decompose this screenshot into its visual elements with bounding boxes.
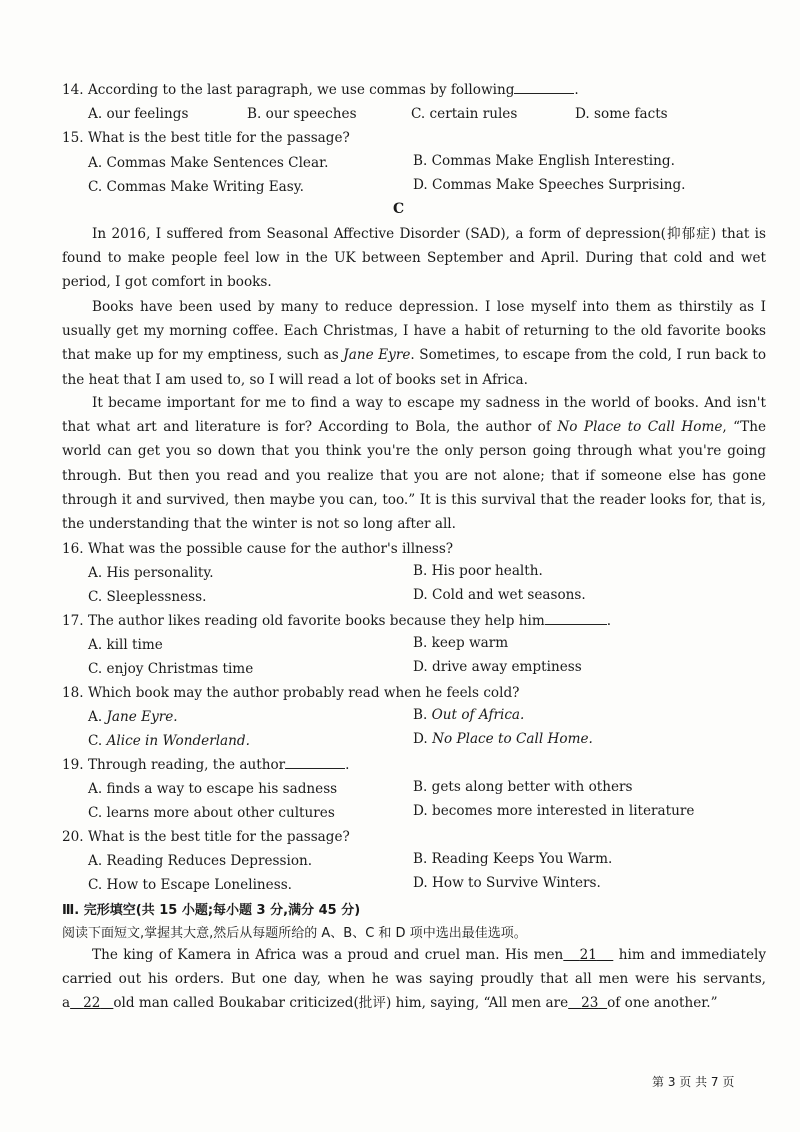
option-17d: D. drive away emptiness xyxy=(413,659,582,675)
section-3-instruction: 阅读下面短文,掌握其大意,然后从每题所给的 A、B、C 和 D 项中选出最佳选项。 xyxy=(62,926,527,941)
option-20a: A. Reading Reduces Depression. xyxy=(88,853,313,869)
paragraph-text: Books have been used by many to reduce depression. I lose myself into them as thirstily as I usually get my morning coffee. Each Christmas, I have a habit of returning to the old favorite books that make up for my emptiness, such as xyxy=(62,299,766,364)
option-15a: A. Commas Make Sentences Clear. xyxy=(88,155,329,171)
page-footer: 第 3 页 共 7 页 xyxy=(652,1075,735,1089)
option-18c xyxy=(88,732,250,750)
option-20b: B. Reading Keeps You Warm. xyxy=(413,851,613,867)
cloze-paragraph xyxy=(62,943,766,1016)
question-stem: According to the last paragraph, we use commas by following xyxy=(87,82,515,98)
option-18a xyxy=(88,708,178,726)
blank-number: 22 xyxy=(83,995,101,1012)
paragraph-text: of one another.” xyxy=(607,995,718,1012)
question-number: 17. xyxy=(62,613,84,629)
question-14 xyxy=(62,81,579,99)
question-18 xyxy=(62,684,519,702)
book-title: No Place to Call Home xyxy=(557,419,723,436)
question-number: 15. xyxy=(62,130,84,146)
option-16a: A. His personality. xyxy=(88,565,214,581)
option-17a: A. kill time xyxy=(88,637,163,653)
option-16b: B. His poor health. xyxy=(413,563,543,579)
paragraph-text: . Sometimes, to escape from the cold, I run back to the heat that I am used to, so I will read a lot of books set in Africa. xyxy=(62,347,766,388)
answer-blank xyxy=(514,93,574,94)
cloze-blank-22 xyxy=(70,995,113,1011)
book-title: No Place to Call Home. xyxy=(432,731,593,747)
question-stem: What was the possible cause for the author's illness? xyxy=(87,541,454,557)
option-20c: C. How to Escape Loneliness. xyxy=(88,877,292,893)
passage-paragraph-3 xyxy=(62,391,766,536)
option-15b: B. Commas Make English Interesting. xyxy=(413,153,675,169)
book-title: Jane Eyre. xyxy=(106,709,178,725)
question-15 xyxy=(62,129,350,147)
answer-blank xyxy=(545,624,607,625)
passage-paragraph-2 xyxy=(62,295,766,392)
option-17c: C. enjoy Christmas time xyxy=(88,661,254,677)
cloze-blank-23 xyxy=(568,995,607,1011)
option-19a: A. finds a way to escape his sadness xyxy=(88,781,338,797)
question-stem: The author likes reading old favorite books because they help him xyxy=(87,613,545,629)
option-20d: D. How to Survive Winters. xyxy=(413,875,601,891)
question-tail: . xyxy=(345,757,350,773)
question-stem: What is the best title for the passage? xyxy=(87,130,350,146)
option-18b xyxy=(413,706,524,724)
cloze-blank-21 xyxy=(563,947,613,963)
section-c-heading: C xyxy=(393,201,405,217)
question-tail: . xyxy=(606,613,612,629)
option-14d: D. some facts xyxy=(575,106,668,122)
option-letter: A. xyxy=(88,709,107,725)
paragraph-text: him and immediately carried out his orders. But one day, when he was saying proudly that all men were his servants, a xyxy=(62,947,767,1012)
option-letter: D. xyxy=(413,731,433,747)
blank-number: 23 xyxy=(581,995,599,1012)
option-17b: B. keep warm xyxy=(413,635,509,651)
option-letter: B. xyxy=(413,707,432,723)
question-number: 18. xyxy=(62,685,84,701)
question-number: 14. xyxy=(62,82,84,98)
option-14b: B. our speeches xyxy=(247,106,357,122)
option-letter: C. xyxy=(88,733,107,749)
option-14a: A. our feelings xyxy=(88,106,189,122)
option-19b: B. gets along better with others xyxy=(413,779,633,795)
option-19d: D. becomes more interested in literature xyxy=(413,803,695,819)
question-number: 20. xyxy=(62,829,84,845)
question-stem: Which book may the author probably read when he feels cold? xyxy=(87,685,520,701)
book-title: Jane Eyre xyxy=(343,347,411,364)
question-stem: Through reading, the author xyxy=(87,757,286,773)
option-15d: D. Commas Make Speeches Surprising. xyxy=(413,177,686,193)
question-tail: . xyxy=(574,82,579,98)
option-16c: C. Sleeplessness. xyxy=(88,589,207,605)
question-19 xyxy=(62,756,349,774)
question-stem: What is the best title for the passage? xyxy=(87,829,350,845)
paragraph-text: , “The world can get you so down that you think you're the only person going through what you're going through. But then you read and you realize that you are not alone; that if someone else has gone through it and survived, then maybe you can, too.” It is this survival that the reader looks for, that is, the understanding that the winter is not so long after all. xyxy=(62,419,766,533)
book-title: Out of Africa. xyxy=(431,707,525,723)
option-15c: C. Commas Make Writing Easy. xyxy=(88,179,304,195)
paragraph-text: It became important for me to find a way to escape my sadness in the world of books. And isn't that what art and literature is for? According to Bola, the author of xyxy=(62,395,766,436)
passage-paragraph-1 xyxy=(62,222,766,295)
question-number: 16. xyxy=(62,541,84,557)
paragraph-text: The king of Kamera in Africa was a proud and cruel man. His men xyxy=(92,947,564,963)
question-number: 19. xyxy=(62,757,84,773)
section-3-heading: Ⅲ. 完形填空(共 15 小题;每小题 3 分,满分 45 分) xyxy=(62,903,361,918)
question-20 xyxy=(62,828,350,846)
question-17 xyxy=(62,612,611,630)
paragraph-text: In 2016, I suffered from Seasonal Affective Disorder (SAD), a form of depression(抑郁症) that is found to make people feel low in the UK between September and April. During that cold and wet period, I got comfort in books. xyxy=(62,226,766,291)
book-title: Alice in Wonderland. xyxy=(106,733,250,749)
option-18d xyxy=(413,730,593,748)
answer-blank xyxy=(285,768,345,769)
paragraph-text: old man called Boukabar criticized(批评) him, saying, “All men are xyxy=(113,995,569,1012)
option-19c: C. learns more about other cultures xyxy=(88,805,335,821)
blank-number: 21 xyxy=(579,947,597,963)
option-16d: D. Cold and wet seasons. xyxy=(413,587,586,603)
question-16 xyxy=(62,540,453,558)
option-14c: C. certain rules xyxy=(411,106,518,122)
